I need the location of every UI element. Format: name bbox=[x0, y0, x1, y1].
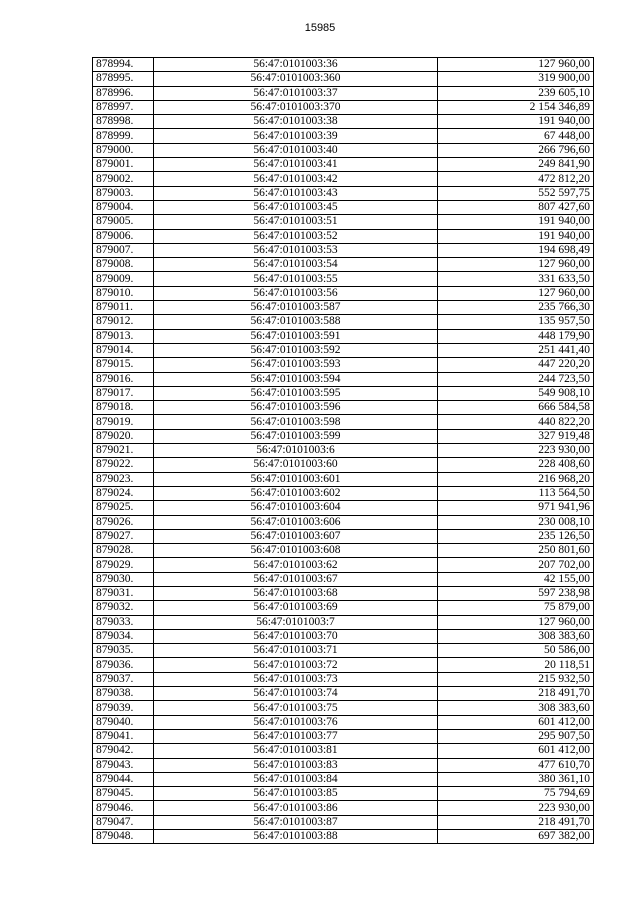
table-row bbox=[93, 601, 594, 615]
table-row bbox=[93, 200, 594, 214]
row-number-cell: 879003. bbox=[93, 186, 154, 200]
cadastral-number-cell: 56:47:0101003:55 bbox=[154, 272, 438, 286]
table-row bbox=[93, 787, 594, 801]
row-number-cell: 878997. bbox=[93, 100, 154, 114]
row-number-cell: 879041. bbox=[93, 729, 154, 743]
cadastral-number-cell: 56:47:0101003:593 bbox=[154, 358, 438, 372]
cadastral-number-cell: 56:47:0101003:37 bbox=[154, 86, 438, 100]
row-number-cell: 879027. bbox=[93, 529, 154, 543]
row-number-cell: 879020. bbox=[93, 429, 154, 443]
table-row bbox=[93, 272, 594, 286]
cadastral-number-cell: 56:47:0101003:87 bbox=[154, 815, 438, 829]
row-number-cell: 879004. bbox=[93, 200, 154, 214]
table-row bbox=[93, 558, 594, 572]
cadastral-number-cell: 56:47:0101003:74 bbox=[154, 687, 438, 701]
row-number-cell: 879023. bbox=[93, 472, 154, 486]
table-row bbox=[93, 315, 594, 329]
row-number-cell: 879042. bbox=[93, 744, 154, 758]
row-number-cell: 879022. bbox=[93, 458, 154, 472]
table-row bbox=[93, 672, 594, 686]
row-number-cell: 879031. bbox=[93, 586, 154, 600]
cadastral-number-cell: 56:47:0101003:54 bbox=[154, 258, 438, 272]
cadastral-value-cell: 127 960,00 bbox=[438, 615, 594, 629]
cadastral-value-cell: 127 960,00 bbox=[438, 58, 594, 72]
table-row bbox=[93, 386, 594, 400]
table-row bbox=[93, 644, 594, 658]
table-row bbox=[93, 329, 594, 343]
cadastral-value-cell: 807 427,60 bbox=[438, 200, 594, 214]
cadastral-number-cell: 56:47:0101003:60 bbox=[154, 458, 438, 472]
cadastral-value-cell: 207 702,00 bbox=[438, 558, 594, 572]
cadastral-number-cell: 56:47:0101003:598 bbox=[154, 415, 438, 429]
cadastral-value-cell: 552 597,75 bbox=[438, 186, 594, 200]
cadastral-value-cell: 308 383,60 bbox=[438, 701, 594, 715]
table-row bbox=[93, 86, 594, 100]
cadastral-value-cell: 549 908,10 bbox=[438, 386, 594, 400]
cadastral-number-cell: 56:47:0101003:592 bbox=[154, 343, 438, 357]
row-number-cell: 878994. bbox=[93, 58, 154, 72]
row-number-cell: 879043. bbox=[93, 758, 154, 772]
cadastral-number-cell: 56:47:0101003:68 bbox=[154, 586, 438, 600]
row-number-cell: 879044. bbox=[93, 772, 154, 786]
cadastral-value-cell: 235 766,30 bbox=[438, 301, 594, 315]
cadastral-number-cell: 56:47:0101003:67 bbox=[154, 572, 438, 586]
cadastral-value-cell: 666 584,58 bbox=[438, 401, 594, 415]
row-number-cell: 878999. bbox=[93, 129, 154, 143]
cadastral-value-cell: 75 879,00 bbox=[438, 601, 594, 615]
table-row bbox=[93, 572, 594, 586]
cadastral-value-table bbox=[92, 57, 594, 844]
row-number-cell: 879021. bbox=[93, 444, 154, 458]
table-row bbox=[93, 772, 594, 786]
cadastral-number-cell: 56:47:0101003:588 bbox=[154, 315, 438, 329]
row-number-cell: 879046. bbox=[93, 801, 154, 815]
cadastral-value-cell: 218 491,70 bbox=[438, 687, 594, 701]
row-number-cell: 878995. bbox=[93, 72, 154, 86]
cadastral-value-cell: 191 940,00 bbox=[438, 215, 594, 229]
cadastral-number-cell: 56:47:0101003:85 bbox=[154, 787, 438, 801]
table-row bbox=[93, 687, 594, 701]
row-number-cell: 879037. bbox=[93, 672, 154, 686]
row-number-cell: 879035. bbox=[93, 644, 154, 658]
cadastral-number-cell: 56:47:0101003:608 bbox=[154, 544, 438, 558]
row-number-cell: 879011. bbox=[93, 301, 154, 315]
cadastral-value-cell: 327 919,48 bbox=[438, 429, 594, 443]
cadastral-value-cell: 194 698,49 bbox=[438, 243, 594, 257]
cadastral-value-cell: 308 383,60 bbox=[438, 629, 594, 643]
cadastral-value-cell: 380 361,10 bbox=[438, 772, 594, 786]
row-number-cell: 879038. bbox=[93, 687, 154, 701]
cadastral-value-cell: 601 412,00 bbox=[438, 744, 594, 758]
cadastral-value-cell: 135 957,50 bbox=[438, 315, 594, 329]
table-row bbox=[93, 143, 594, 157]
table-row bbox=[93, 501, 594, 515]
cadastral-value-cell: 331 633,50 bbox=[438, 272, 594, 286]
row-number-cell: 879024. bbox=[93, 486, 154, 500]
row-number-cell: 879045. bbox=[93, 787, 154, 801]
table-row bbox=[93, 286, 594, 300]
row-number-cell: 879030. bbox=[93, 572, 154, 586]
row-number-cell: 879019. bbox=[93, 415, 154, 429]
cadastral-value-cell: 216 968,20 bbox=[438, 472, 594, 486]
table-body bbox=[93, 58, 594, 844]
cadastral-number-cell: 56:47:0101003:591 bbox=[154, 329, 438, 343]
cadastral-number-cell: 56:47:0101003:53 bbox=[154, 243, 438, 257]
row-number-cell: 879025. bbox=[93, 501, 154, 515]
table-row bbox=[93, 515, 594, 529]
cadastral-number-cell: 56:47:0101003:56 bbox=[154, 286, 438, 300]
row-number-cell: 879040. bbox=[93, 715, 154, 729]
cadastral-number-cell: 56:47:0101003:39 bbox=[154, 129, 438, 143]
table-row bbox=[93, 215, 594, 229]
row-number-cell: 879048. bbox=[93, 830, 154, 844]
row-number-cell: 879026. bbox=[93, 515, 154, 529]
cadastral-number-cell: 56:47:0101003:601 bbox=[154, 472, 438, 486]
row-number-cell: 879005. bbox=[93, 215, 154, 229]
table-row bbox=[93, 301, 594, 315]
cadastral-value-cell: 448 179,90 bbox=[438, 329, 594, 343]
cadastral-value-cell: 228 408,60 bbox=[438, 458, 594, 472]
table-row bbox=[93, 758, 594, 772]
table-row bbox=[93, 729, 594, 743]
cadastral-value-cell: 75 794,69 bbox=[438, 787, 594, 801]
table-row bbox=[93, 486, 594, 500]
table-row bbox=[93, 343, 594, 357]
cadastral-value-cell: 597 238,98 bbox=[438, 586, 594, 600]
cadastral-number-cell: 56:47:0101003:42 bbox=[154, 172, 438, 186]
cadastral-number-cell: 56:47:0101003:69 bbox=[154, 601, 438, 615]
row-number-cell: 879047. bbox=[93, 815, 154, 829]
table-row bbox=[93, 258, 594, 272]
row-number-cell: 879010. bbox=[93, 286, 154, 300]
cadastral-number-cell: 56:47:0101003:607 bbox=[154, 529, 438, 543]
cadastral-number-cell: 56:47:0101003:43 bbox=[154, 186, 438, 200]
cadastral-number-cell: 56:47:0101003:587 bbox=[154, 301, 438, 315]
cadastral-value-cell: 191 940,00 bbox=[438, 115, 594, 129]
cadastral-number-cell: 56:47:0101003:75 bbox=[154, 701, 438, 715]
row-number-cell: 879006. bbox=[93, 229, 154, 243]
table-row bbox=[93, 129, 594, 143]
table-row bbox=[93, 372, 594, 386]
table-row bbox=[93, 72, 594, 86]
row-number-cell: 879015. bbox=[93, 358, 154, 372]
cadastral-number-cell: 56:47:0101003:83 bbox=[154, 758, 438, 772]
cadastral-value-cell: 250 801,60 bbox=[438, 544, 594, 558]
row-number-cell: 879014. bbox=[93, 343, 154, 357]
cadastral-number-cell: 56:47:0101003:40 bbox=[154, 143, 438, 157]
row-number-cell: 879029. bbox=[93, 558, 154, 572]
row-number-cell: 879017. bbox=[93, 386, 154, 400]
cadastral-value-cell: 42 155,00 bbox=[438, 572, 594, 586]
cadastral-value-cell: 251 441,40 bbox=[438, 343, 594, 357]
cadastral-value-cell: 230 008,10 bbox=[438, 515, 594, 529]
cadastral-value-cell: 235 126,50 bbox=[438, 529, 594, 543]
cadastral-value-cell: 447 220,20 bbox=[438, 358, 594, 372]
cadastral-number-cell: 56:47:0101003:62 bbox=[154, 558, 438, 572]
table-row bbox=[93, 815, 594, 829]
cadastral-number-cell: 56:47:0101003:76 bbox=[154, 715, 438, 729]
table-row bbox=[93, 186, 594, 200]
cadastral-number-cell: 56:47:0101003:7 bbox=[154, 615, 438, 629]
cadastral-number-cell: 56:47:0101003:370 bbox=[154, 100, 438, 114]
cadastral-value-cell: 244 723,50 bbox=[438, 372, 594, 386]
cadastral-value-cell: 440 822,20 bbox=[438, 415, 594, 429]
cadastral-number-cell: 56:47:0101003:70 bbox=[154, 629, 438, 643]
table-row bbox=[93, 615, 594, 629]
cadastral-number-cell: 56:47:0101003:599 bbox=[154, 429, 438, 443]
row-number-cell: 879039. bbox=[93, 701, 154, 715]
row-number-cell: 879008. bbox=[93, 258, 154, 272]
row-number-cell: 879009. bbox=[93, 272, 154, 286]
cadastral-value-cell: 239 605,10 bbox=[438, 86, 594, 100]
cadastral-value-cell: 971 941,96 bbox=[438, 501, 594, 515]
table-row bbox=[93, 529, 594, 543]
cadastral-value-cell: 2 154 346,89 bbox=[438, 100, 594, 114]
cadastral-number-cell: 56:47:0101003:71 bbox=[154, 644, 438, 658]
row-number-cell: 879032. bbox=[93, 601, 154, 615]
cadastral-value-cell: 127 960,00 bbox=[438, 286, 594, 300]
cadastral-value-cell: 472 812,20 bbox=[438, 172, 594, 186]
row-number-cell: 879016. bbox=[93, 372, 154, 386]
table-row bbox=[93, 158, 594, 172]
cadastral-number-cell: 56:47:0101003:51 bbox=[154, 215, 438, 229]
cadastral-number-cell: 56:47:0101003:41 bbox=[154, 158, 438, 172]
table-row bbox=[93, 415, 594, 429]
table-row bbox=[93, 586, 594, 600]
cadastral-value-cell: 295 907,50 bbox=[438, 729, 594, 743]
cadastral-number-cell: 56:47:0101003:606 bbox=[154, 515, 438, 529]
row-number-cell: 879033. bbox=[93, 615, 154, 629]
cadastral-number-cell: 56:47:0101003:45 bbox=[154, 200, 438, 214]
table-row bbox=[93, 243, 594, 257]
cadastral-value-cell: 67 448,00 bbox=[438, 129, 594, 143]
cadastral-value-cell: 477 610,70 bbox=[438, 758, 594, 772]
table-row bbox=[93, 444, 594, 458]
cadastral-value-cell: 319 900,00 bbox=[438, 72, 594, 86]
table-row bbox=[93, 472, 594, 486]
row-number-cell: 879002. bbox=[93, 172, 154, 186]
row-number-cell: 878996. bbox=[93, 86, 154, 100]
cadastral-number-cell: 56:47:0101003:72 bbox=[154, 658, 438, 672]
table-row bbox=[93, 429, 594, 443]
cadastral-number-cell: 56:47:0101003:360 bbox=[154, 72, 438, 86]
cadastral-value-cell: 223 930,00 bbox=[438, 444, 594, 458]
row-number-cell: 879001. bbox=[93, 158, 154, 172]
cadastral-value-cell: 191 940,00 bbox=[438, 229, 594, 243]
table-row bbox=[93, 629, 594, 643]
cadastral-value-cell: 697 382,00 bbox=[438, 830, 594, 844]
cadastral-number-cell: 56:47:0101003:73 bbox=[154, 672, 438, 686]
row-number-cell: 879028. bbox=[93, 544, 154, 558]
table-row bbox=[93, 458, 594, 472]
row-number-cell: 879018. bbox=[93, 401, 154, 415]
cadastral-number-cell: 56:47:0101003:36 bbox=[154, 58, 438, 72]
cadastral-number-cell: 56:47:0101003:86 bbox=[154, 801, 438, 815]
cadastral-number-cell: 56:47:0101003:77 bbox=[154, 729, 438, 743]
cadastral-number-cell: 56:47:0101003:81 bbox=[154, 744, 438, 758]
table-row bbox=[93, 715, 594, 729]
cadastral-number-cell: 56:47:0101003:6 bbox=[154, 444, 438, 458]
table-row bbox=[93, 544, 594, 558]
cadastral-number-cell: 56:47:0101003:38 bbox=[154, 115, 438, 129]
cadastral-value-cell: 20 118,51 bbox=[438, 658, 594, 672]
cadastral-value-cell: 266 796,60 bbox=[438, 143, 594, 157]
cadastral-number-cell: 56:47:0101003:52 bbox=[154, 229, 438, 243]
cadastral-number-cell: 56:47:0101003:604 bbox=[154, 501, 438, 515]
table-row bbox=[93, 401, 594, 415]
row-number-cell: 879013. bbox=[93, 329, 154, 343]
table-row bbox=[93, 801, 594, 815]
row-number-cell: 878998. bbox=[93, 115, 154, 129]
table-row bbox=[93, 744, 594, 758]
page-number: 15985 bbox=[304, 22, 336, 34]
table-row bbox=[93, 229, 594, 243]
row-number-cell: 879000. bbox=[93, 143, 154, 157]
cadastral-value-cell: 223 930,00 bbox=[438, 801, 594, 815]
row-number-cell: 879036. bbox=[93, 658, 154, 672]
table-row bbox=[93, 115, 594, 129]
cadastral-number-cell: 56:47:0101003:596 bbox=[154, 401, 438, 415]
table-row bbox=[93, 701, 594, 715]
row-number-cell: 879034. bbox=[93, 629, 154, 643]
cadastral-value-cell: 113 564,50 bbox=[438, 486, 594, 500]
row-number-cell: 879007. bbox=[93, 243, 154, 257]
cadastral-value-cell: 215 932,50 bbox=[438, 672, 594, 686]
cadastral-number-cell: 56:47:0101003:602 bbox=[154, 486, 438, 500]
table-row bbox=[93, 100, 594, 114]
cadastral-number-cell: 56:47:0101003:595 bbox=[154, 386, 438, 400]
cadastral-value-cell: 50 586,00 bbox=[438, 644, 594, 658]
table-row bbox=[93, 358, 594, 372]
cadastral-value-cell: 127 960,00 bbox=[438, 258, 594, 272]
table-row bbox=[93, 172, 594, 186]
cadastral-number-cell: 56:47:0101003:594 bbox=[154, 372, 438, 386]
cadastral-number-cell: 56:47:0101003:84 bbox=[154, 772, 438, 786]
cadastral-value-cell: 218 491,70 bbox=[438, 815, 594, 829]
table-row bbox=[93, 58, 594, 72]
table-row bbox=[93, 830, 594, 844]
table-row bbox=[93, 658, 594, 672]
cadastral-value-cell: 601 412,00 bbox=[438, 715, 594, 729]
cadastral-value-cell: 249 841,90 bbox=[438, 158, 594, 172]
cadastral-number-cell: 56:47:0101003:88 bbox=[154, 830, 438, 844]
row-number-cell: 879012. bbox=[93, 315, 154, 329]
